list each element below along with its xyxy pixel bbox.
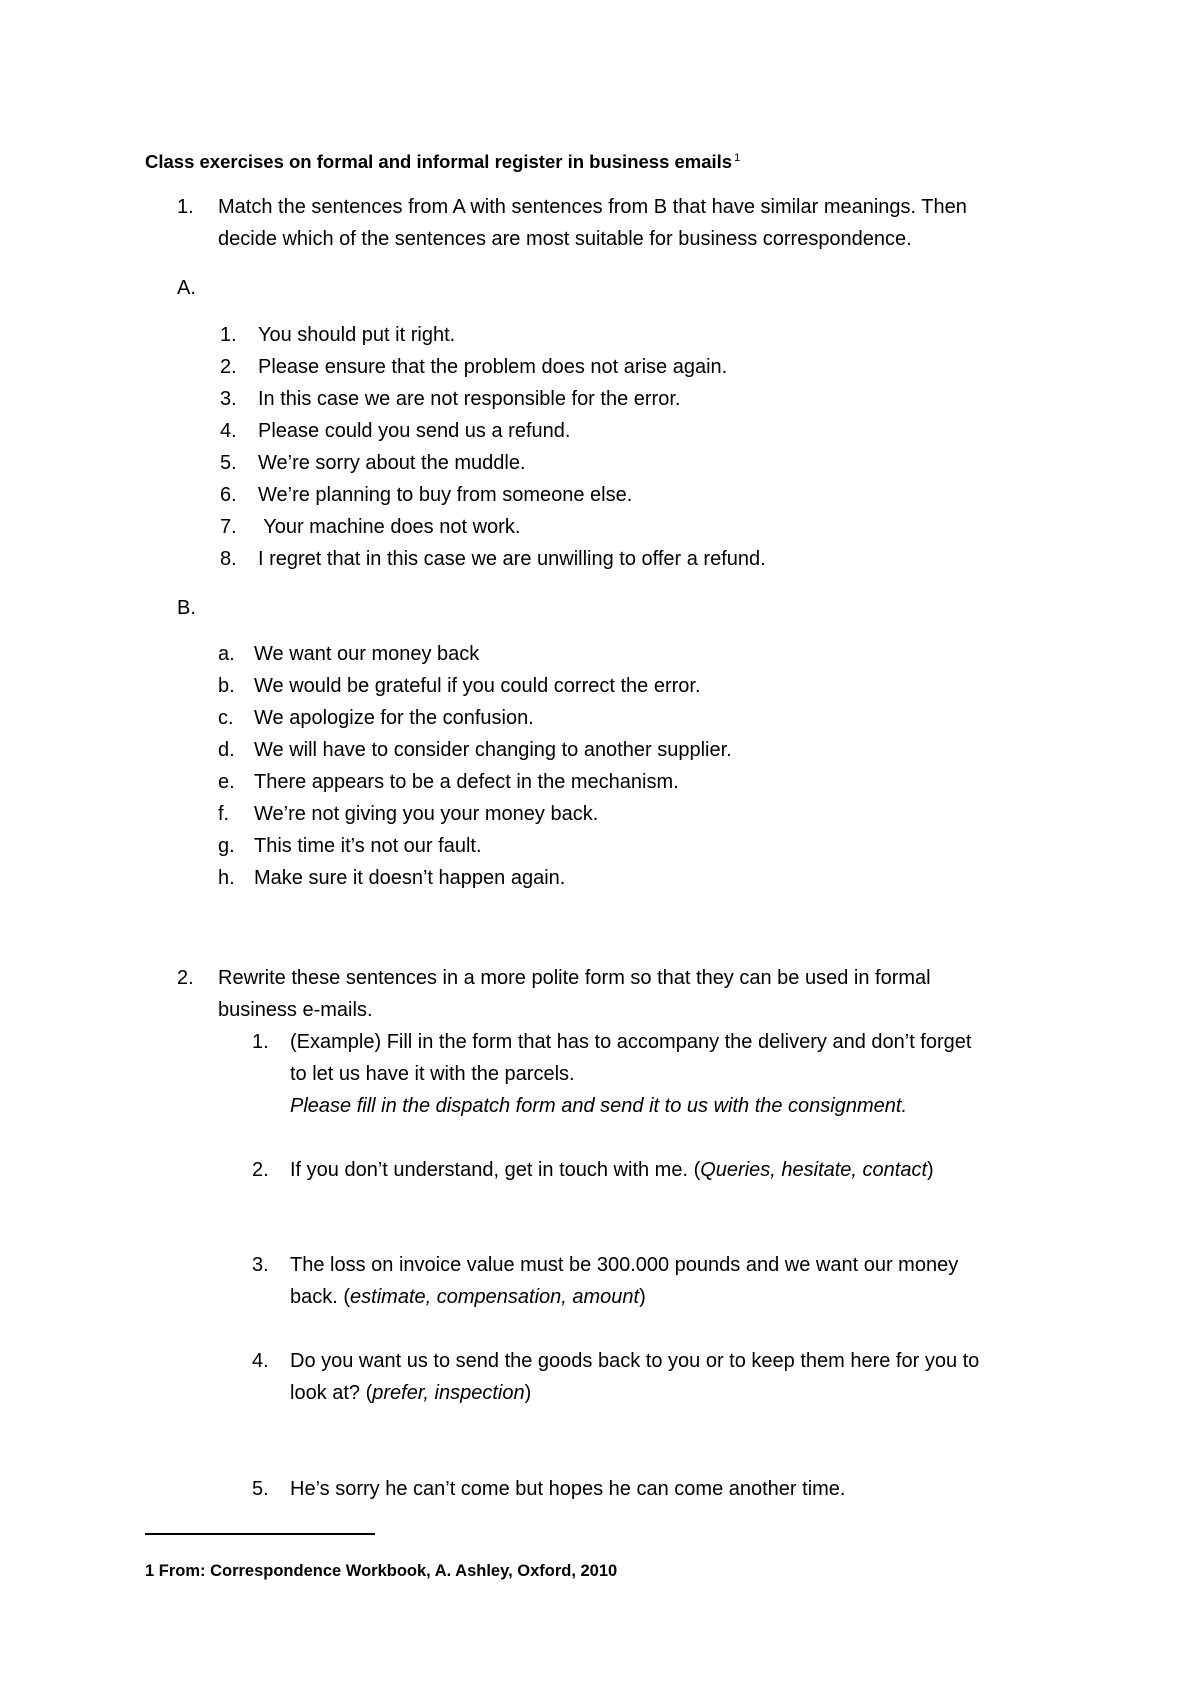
list-b-item-letter: c. [218,707,234,729]
q2-item-close: ) [639,1286,646,1308]
q1-number: 1. [177,196,194,218]
list-a-item: You should put it right. [258,324,456,346]
list-b-item: We will have to consider changing to another supplier. [254,739,732,761]
q2-item-number: 5. [252,1478,269,1500]
list-b-item-letter: d. [218,739,235,761]
list-a-item-number: 6. [220,484,237,506]
q1-instruction-line2: decide which of the sentences are most suitable for business correspondence. [218,228,912,250]
q2-item-line: Do you want us to send the goods back to you or to keep them here for you to [290,1350,980,1372]
q2-item-line: The loss on invoice value must be 300.000 pounds and we want our money [290,1254,959,1276]
q2-item-number: 3. [252,1254,269,1276]
list-a-item-number: 8. [220,548,237,570]
q2-instruction-line1: Rewrite these sentences in a more polite form so that they can be used in formal [218,967,931,989]
list-a-item: In this case we are not responsible for the error. [258,388,681,410]
list-b-item-letter: h. [218,867,235,889]
q2-item-number: 2. [252,1159,269,1181]
list-a-item-number: 5. [220,452,237,474]
list-a-item: Please could you send us a refund. [258,420,571,442]
q2-item-number: 1. [252,1031,269,1053]
list-b-item-letter: a. [218,643,235,665]
list-b-item: We would be grateful if you could correct the error. [254,675,701,697]
list-b-item-letter: e. [218,771,235,793]
q2-item-close: ) [524,1382,532,1404]
footnote: 1 From: Correspondence Workbook, A. Ashley, Oxford, 2010 [145,1561,618,1580]
page-title-text: Class exercises on formal and informal register in business emails [145,151,733,172]
q2-item-text: look at? ( [290,1382,373,1404]
q2-item-line: (Example) Fill in the form that has to accompany the delivery and don’t forget [290,1031,972,1053]
list-b-item: We apologize for the confusion. [254,707,534,729]
q2-number: 2. [177,967,194,989]
list-b-item: There appears to be a defect in the mechanism. [254,771,679,793]
list-a-item: We’re sorry about the muddle. [258,452,526,474]
q2-instruction-line2: business e-mails. [218,999,373,1021]
q2-item-close: ) [927,1159,934,1181]
list-a-item-number: 3. [220,388,237,410]
q2-item-hint: Queries, hesitate, contact [700,1159,928,1181]
q2-item-hint: estimate, compensation, amount [350,1286,640,1308]
list-a-item-number: 7. [220,516,237,538]
q2-item-line [290,1281,646,1313]
footnote-separator [145,1533,375,1535]
list-b-heading: B. [177,597,196,619]
q2-item-number: 4. [252,1350,269,1372]
q2-example-answer: Please fill in the dispatch form and send it to us with the consignment. [290,1095,908,1117]
q2-item-hint: prefer, inspection [372,1382,525,1404]
list-a-item-number: 2. [220,356,237,378]
list-b-item-letter: g. [218,835,235,857]
list-a-item: I regret that in this case we are unwilling to offer a refund. [258,548,766,570]
list-b-item: We want our money back [254,643,480,665]
page-title [145,146,740,178]
q2-item-line: He’s sorry he can’t come but hopes he can come another time. [290,1478,846,1500]
q2-item-line [290,1377,531,1409]
q2-item-text: back. ( [290,1286,351,1308]
list-a-heading: A. [177,277,196,299]
list-a-item: Please ensure that the problem does not arise again. [258,356,728,378]
list-a-item-number: 1. [220,324,237,346]
list-b-item-letter: b. [218,675,235,697]
list-b-item: This time it’s not our fault. [254,835,482,857]
q2-item-text: If you don’t understand, get in touch with me. ( [290,1159,701,1181]
list-a-item-number: 4. [220,420,237,442]
list-b-item: Make sure it doesn’t happen again. [254,867,566,889]
list-a-item: Your machine does not work. [258,516,521,538]
title-footnote-mark: 1 [734,151,741,164]
list-a-item: We’re planning to buy from someone else. [258,484,633,506]
list-b-item: We’re not giving you your money back. [254,803,599,825]
list-b-item-letter: f. [218,803,230,825]
q1-instruction-line1: Match the sentences from A with sentences from B that have similar meanings. Then [218,196,967,218]
q2-item-line: to let us have it with the parcels. [290,1063,575,1085]
q2-item-line [290,1154,934,1186]
